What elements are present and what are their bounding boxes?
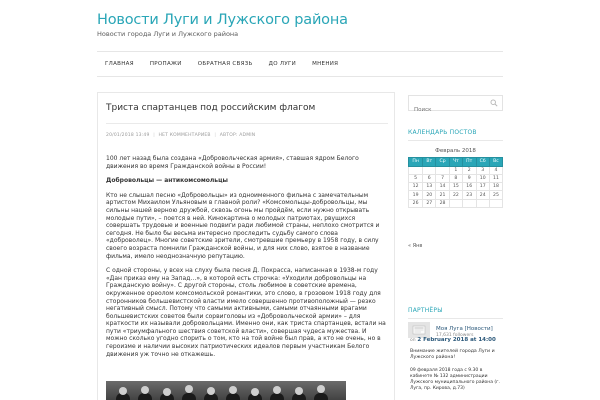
- calendar-day: 25: [489, 191, 502, 199]
- main-navigation: [97, 52, 503, 76]
- post-author-link[interactable]: АВТОР: ADMIN: [219, 133, 256, 138]
- calendar-day: 27: [423, 199, 436, 207]
- post-title-divider: [106, 123, 388, 124]
- post-paragraph: С одной стороны, у всех на слуху была песня Д. Покрасса, написанная в 1938-м году «Дан приказ ему на Запад…», в которой есть строчка: «Уходили добровольцы на Гражданскую войну». С другой стороны, столь любимое в советские времена, окруженное ореолом комсомольской романтики, это слово, в грозовом 1918 году для сторонников большевистской власти имело совершенно противоположный — резко негативный смысл. Потому что самыми активными, самыми отчаянными врагами большевистских советов были сорвиголовы из «Добровольческой армии» – для краткости их называли добровольцами. Именно они, как триста спартанцев, встали на пути «триумфального шествия советской власти», совершая чудеса мужества. И можно сколько угодно спорить о том, кто на той войне был прав, а кто не очень, но в героизме и наличии высоких патриотических идеалов первым участникам Белого движения уж точно не откажешь.: [106, 267, 386, 358]
- site-title[interactable]: Новости Луги и Лужского района: [97, 12, 348, 28]
- calendar-table: [408, 157, 503, 208]
- weekday-header: Ср: [436, 158, 450, 167]
- calendar-day: 10: [476, 174, 489, 182]
- calendar-day: 28: [436, 199, 450, 207]
- weekday-header: Чт: [449, 158, 462, 167]
- calendar-widget-title: КАЛЕНДАРЬ ПОСТОВ: [408, 129, 477, 136]
- calendar-day: 22: [449, 191, 462, 199]
- calendar-day: 1: [449, 166, 462, 174]
- post-calendar: [408, 148, 503, 208]
- calendar-day: 14: [436, 183, 450, 191]
- calendar-day: 26: [409, 199, 423, 207]
- vk-post-date-link[interactable]: 2 February 2018 at 14:00: [417, 337, 496, 343]
- calendar-day: 8: [449, 174, 462, 182]
- post-intro: 100 лет назад была создана «Добровольческая армия», ставшая ядром Белого движения во время Гражданской войны в России!: [106, 155, 359, 170]
- calendar-day: 12: [409, 183, 423, 191]
- calendar-day: 20: [423, 191, 436, 199]
- vk-followers-count: 17,631 followers: [436, 333, 474, 338]
- calendar-prev-month-link[interactable]: « Янв: [408, 243, 423, 249]
- post-paragraph: Кто не слышал песню «Добровольцы» из одноименного фильма с замечательным артистом Михаилом Ульяновым в главной роли? «Комсомольцы-добровольцы, мы сильны нашей верною дружбой, сквозь огонь мы пройдём, если нужно открывать молодые пути», – поется в ней. Кинокартина о молодых патриотах, рвущихся совершать трудовые и военные подвиги ради любимой страны, неплохо смотрится и сегодня. Не было бы весьма интересно проследить судьбу самого слова «доброволец». Многие советские зрители, смотревшие премьеру в 1958 году, в силу своего возраста помнили Гражданской войны, и для них слово, взятое в название фильма, имело неоднозначную репутацию.: [106, 191, 380, 260]
- weekday-header: Сб: [476, 158, 489, 167]
- meta-separator: |: [153, 133, 155, 138]
- calendar-month: Февраль 2018: [435, 148, 476, 154]
- widget-divider: [408, 140, 503, 141]
- article-card: [97, 92, 395, 400]
- weekday-header: Вс: [489, 158, 502, 167]
- calendar-day: 3: [476, 166, 489, 174]
- weekday-header: Пт: [462, 158, 476, 167]
- calendar-day: 6: [423, 174, 436, 182]
- calendar-day: 21: [436, 191, 450, 199]
- search-form: [408, 95, 503, 111]
- post-meta: [106, 133, 255, 138]
- search-icon[interactable]: [490, 99, 498, 107]
- calendar-day: 17: [476, 183, 489, 191]
- nav-item-feedback[interactable]: ОБРАТНАЯ СВЯЗЬ: [197, 61, 253, 67]
- calendar-day: 24: [476, 191, 489, 199]
- calendar-day: 2: [462, 166, 476, 174]
- post-title[interactable]: Триста спартанцев под российским флагом: [106, 103, 316, 113]
- calendar-day: 16: [462, 183, 476, 191]
- weekday-header: Пн: [409, 158, 423, 167]
- site-description: Новости города Луги и Лужского района: [97, 30, 239, 38]
- vk-date-prefix: on: [410, 338, 416, 343]
- nav-bottom-divider: [97, 76, 503, 77]
- calendar-day: 23: [462, 191, 476, 199]
- calendar-day: 15: [449, 183, 462, 191]
- vk-avatar[interactable]: [408, 322, 430, 338]
- nav-item-home[interactable]: ГЛАВНАЯ: [105, 61, 134, 67]
- calendar-day: [489, 199, 502, 207]
- widget-divider: [408, 318, 503, 319]
- weekday-header: Вт: [423, 158, 436, 167]
- vk-post-text: Внимание жителей города Луги и Лужского района!: [410, 349, 495, 360]
- calendar-day: 7: [436, 174, 450, 182]
- calendar-day: 19: [409, 191, 423, 199]
- calendar-day: 18: [489, 183, 502, 191]
- vk-group-name[interactable]: Моя Луга [Новости]: [436, 326, 493, 332]
- calendar-day: 5: [409, 174, 423, 182]
- calendar-day: 4: [489, 166, 502, 174]
- post-date[interactable]: 20/01/2018 13:49: [106, 133, 150, 138]
- nav-item-to-luga[interactable]: ДО ЛУГИ: [268, 61, 297, 67]
- calendar-day: [462, 199, 476, 207]
- calendar-day: [436, 166, 450, 174]
- calendar-day: 13: [423, 183, 436, 191]
- post-content: [106, 155, 386, 365]
- meta-separator: |: [214, 133, 217, 138]
- calendar-day: 11: [489, 174, 502, 182]
- calendar-day: 9: [462, 174, 476, 182]
- post-photo: [106, 381, 346, 400]
- nav-item-opinions[interactable]: МНЕНИЯ: [312, 61, 339, 67]
- calendar-day: [409, 166, 423, 174]
- search-input[interactable]: [409, 103, 487, 117]
- nav-item-missing[interactable]: ПРОПАЖИ: [149, 61, 182, 67]
- vk-post-text-more: 09 февраля 2018 года с 9.30 в кабинете № 132 администрации Лужского муниципального района (г. Луга, пр. Кирова, д.73): [410, 368, 500, 391]
- post-subtitle: Добровольцы — антикомсомольцы: [106, 177, 228, 185]
- newspaper-icon: [412, 325, 426, 335]
- calendar-day: [449, 199, 462, 207]
- post-comments-link[interactable]: НЕТ КОММЕНТАРИЕВ: [158, 133, 211, 138]
- calendar-day: [476, 199, 489, 207]
- partners-widget-title: ПАРТНЁРЫ: [408, 307, 443, 314]
- calendar-day: [423, 166, 436, 174]
